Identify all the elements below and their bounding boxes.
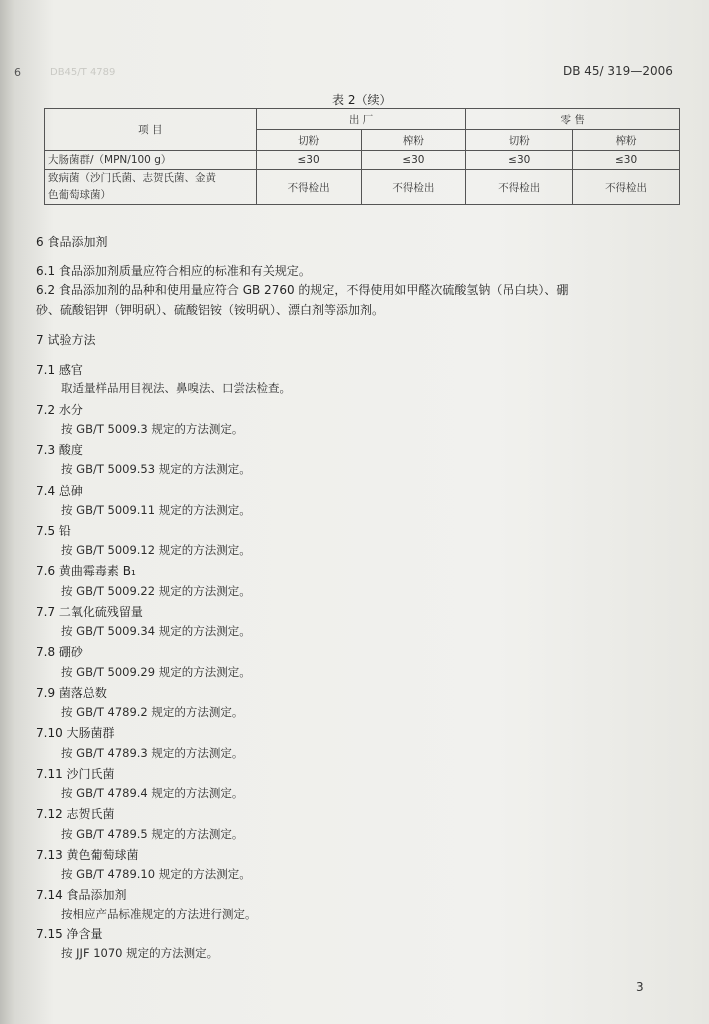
document-page [14,0,702,1024]
table-subheader: 榨粉 [361,130,466,151]
section-heading: 6 食品添加剂 [36,235,108,249]
clause-text: 按 GB/T 5009.3 规定的方法测定。 [61,422,244,436]
table-cell: ≤30 [466,151,573,170]
table-header-factory: 出 厂 [256,109,466,130]
table-cell: 不得检出 [256,170,361,205]
clause-title: 7.11 沙门氏菌 [36,767,115,781]
clause-title: 7.9 菌落总数 [36,686,107,700]
table-subheader: 榨粉 [573,130,680,151]
table-cell: 不得检出 [361,170,466,205]
clause-title: 7.4 总砷 [36,484,83,498]
clause-text: 按 GB/T 5009.11 规定的方法测定。 [61,503,251,517]
clause-title: 7.13 黄色葡萄球菌 [36,848,139,862]
table-subheader: 切粉 [466,130,573,151]
clause-text: 砂、硫酸铝钾（钾明矾）、硫酸铝铵（铵明矾）、漂白剂等添加剂。 [36,303,385,317]
clause-text: 按 GB/T 5009.29 规定的方法测定。 [61,665,251,679]
clause-title: 7.3 酸度 [36,443,83,457]
table-cell-item-line: 色葡萄球菌） [48,189,111,201]
table-caption: 表 2（续） [332,93,392,107]
table-cell: ≤30 [573,151,680,170]
clause-text: 按 GB/T 4789.4 规定的方法测定。 [61,786,244,800]
clause-title: 7.8 硼砂 [36,645,83,659]
clause-text: 按 GB/T 4789.2 规定的方法测定。 [61,705,244,719]
page-number: 3 [636,980,644,994]
clause-text: 按 GB/T 4789.10 规定的方法测定。 [61,867,251,881]
table-cell-item: 大肠菌群/（MPN/100 g） [45,151,257,170]
clause-title: 7.15 净含量 [36,927,103,941]
table-cell-item-line: 致病菌（沙门氏菌、志贺氏菌、金黄 [48,172,216,184]
section-heading: 7 试验方法 [36,333,96,347]
clause-text: 按 GB/T 5009.34 规定的方法测定。 [61,624,251,638]
clause-title: 7.5 铅 [36,524,71,538]
clause-text: 按 GB/T 5009.22 规定的方法测定。 [61,584,251,598]
table-header-retail: 零 售 [466,109,680,130]
clause-title: 7.2 水分 [36,403,83,417]
clause-title: 7.7 二氧化硫残留量 [36,605,143,619]
clause-text: 6.1 食品添加剂质量应符合相应的标准和有关规定。 [36,264,311,278]
clause-text: 按 GB/T 4789.3 规定的方法测定。 [61,746,244,760]
bleed-through-text: DB45/T 4789 [50,67,116,78]
clause-text: 取适量样品用目视法、鼻嗅法、口尝法检查。 [61,381,291,395]
table-cell: ≤30 [256,151,361,170]
standards-table [44,108,680,205]
clause-text: 按相应产品标准规定的方法进行测定。 [61,907,257,921]
clause-title: 7.6 黄曲霉毒素 B₁ [36,564,136,578]
table-row [45,170,680,205]
page-edge-number: 6 [14,66,21,79]
page-binding-strip [0,0,14,1024]
table-cell: 不得检出 [573,170,680,205]
clause-text: 按 GB/T 4789.5 规定的方法测定。 [61,827,244,841]
clause-text: 按 GB/T 5009.12 规定的方法测定。 [61,543,251,557]
clause-title: 7.14 食品添加剂 [36,888,127,902]
table-cell-item [45,170,257,205]
clause-title: 7.12 志贺氏菌 [36,807,115,821]
clause-text: 按 JJF 1070 规定的方法测定。 [61,946,219,960]
table-row [45,151,680,170]
clause-title: 7.10 大肠菌群 [36,726,115,740]
clause-text: 按 GB/T 5009.53 规定的方法测定。 [61,462,251,476]
clause-title: 7.1 感官 [36,363,83,377]
table-subheader: 切粉 [256,130,361,151]
document-code: DB 45/ 319—2006 [563,64,673,78]
table-cell: 不得检出 [466,170,573,205]
table-header-item: 项 目 [45,109,257,151]
table-cell: ≤30 [361,151,466,170]
clause-text: 6.2 食品添加剂的品种和使用量应符合 GB 2760 的规定，不得使用如甲醛次硫酸氢钠（吊白块）、硼 [36,283,569,297]
